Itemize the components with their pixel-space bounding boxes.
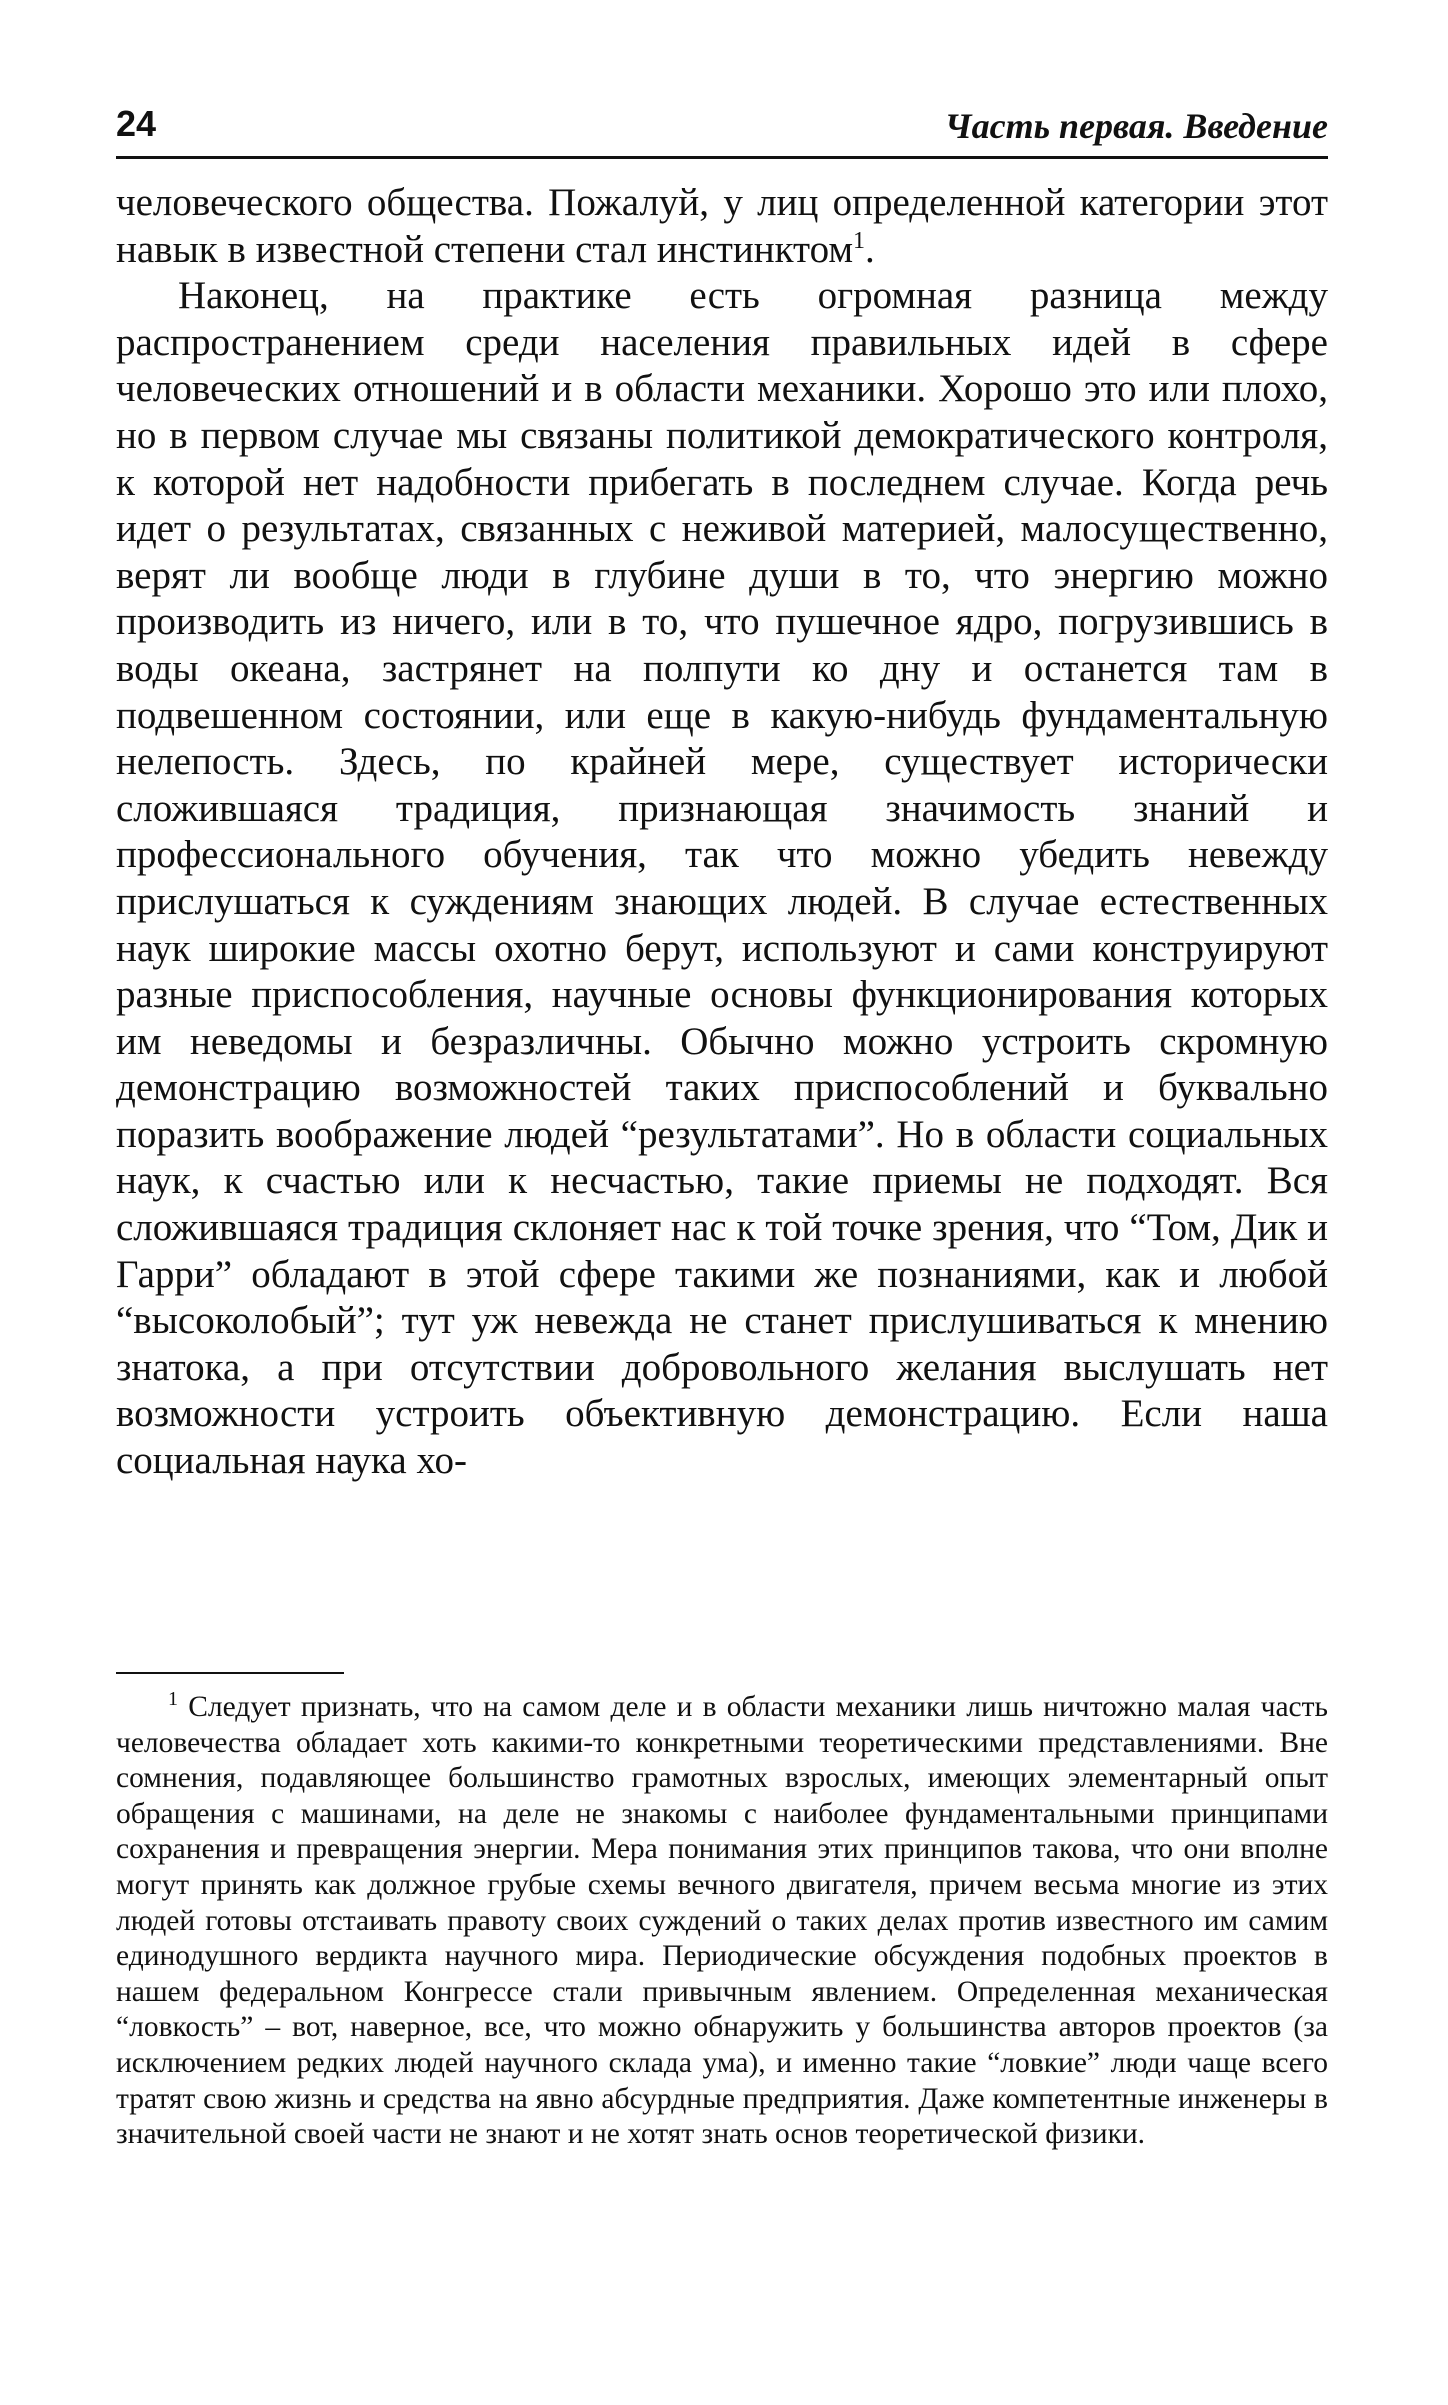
paragraph-continued: [116, 180, 1328, 273]
page-number: 24: [116, 103, 157, 144]
paragraph-2: Наконец, на практике есть огромная разница между распространением среди населения правильных идей в сфере человеческих отношений и в области механики. Хорошо это или плохо, но в первом случае мы связаны политикой демократического контроля, к которой нет надобности прибегать в последнем случае. Когда речь идет о результатах, связанных с неживой материей, малосущественно, верят ли вообще люди в глубине души в то, что энергию можно производить из ничего, или в то, что пушечное ядро, погрузившись в воды океана, застрянет на полпути ко дну и останется там в подвешенном состоянии, или еще в какую-нибудь фундаментальную нелепость. Здесь, по крайней мере, существует исторически сложившаяся традиция, признающая значимость знаний и профессионального обучения, так что можно убедить невежду прислушаться к суждениям знающих людей. В случае естественных наук широкие массы охотно берут, используют и сами конструируют разные приспособления, научные основы функционирования которых им неведомы и безразличны. Обычно можно устроить скромную демонстрацию возможностей таких приспособлений и буквально поразить воображение людей “результатами”. Но в области социальных наук, к счастью или к несчастью, такие приемы не подходят. Вся сложившаяся традиция склоняет нас к той точке зрения, что “Том, Дик и Гарри” обладают в этой сфере такими же познаниями, как и любой “высоколобый”; тут уж невежда не станет прислушиваться к мнению знатока, а при отсутствии добровольного желания выслушать нет возможности устроить объективную демонстрацию. Если наша социальная наука хо-: [116, 274, 1328, 1483]
footnote-divider: [116, 1672, 344, 1674]
footnote-marker: 1: [168, 1688, 178, 1711]
footnote-reference[interactable]: 1: [853, 227, 866, 254]
page-header: [116, 100, 1328, 159]
main-text: [116, 180, 1328, 1485]
footnote-text: Следует признать, что на самом деле и в области механики лишь ничтожно малая часть человечества обладает хоть какими-то конкретными теоретическими представлениями. Вне сомнения, подавляющее большинство грамотных взрослых, имеющих элементарный опыт обращения с машинами, на деле не знакомы с наиболее фундаментальными принципами сохранения и превращения энергии. Мера понимания этих принципов такова, что они вполне могут принять как должное грубые схемы вечного двигателя, причем весьма многие из этих людей готовы отстаивать правоту своих суждений о таких делах против известного им самим единодушного вердикта научного мира. Периодические обсуждения подобных проектов в нашем федеральном Конгрессе стали привычным явлением. Определенная механическая “ловкость” – вот, наверное, все, что можно обнаружить у большинства авторов проектов (за исключением редких людей научного склада ума), и именно такие “ловкие” люди чаще всего тратят свою жизнь и средства на явно абсурдные предприятия. Даже компетентные инженеры в значительной своей части не знают и не хотят знать основ теоретической физики.: [116, 1691, 1328, 2151]
paragraph-1-text: человеческого общества. Пожалуй, у лиц определенной категории этот навык в известной степени стал инстинктом: [116, 181, 1328, 271]
paragraph-1-end: .: [865, 227, 875, 271]
footnote: [116, 1690, 1328, 2153]
running-head: Часть первая. Введение: [944, 106, 1328, 146]
